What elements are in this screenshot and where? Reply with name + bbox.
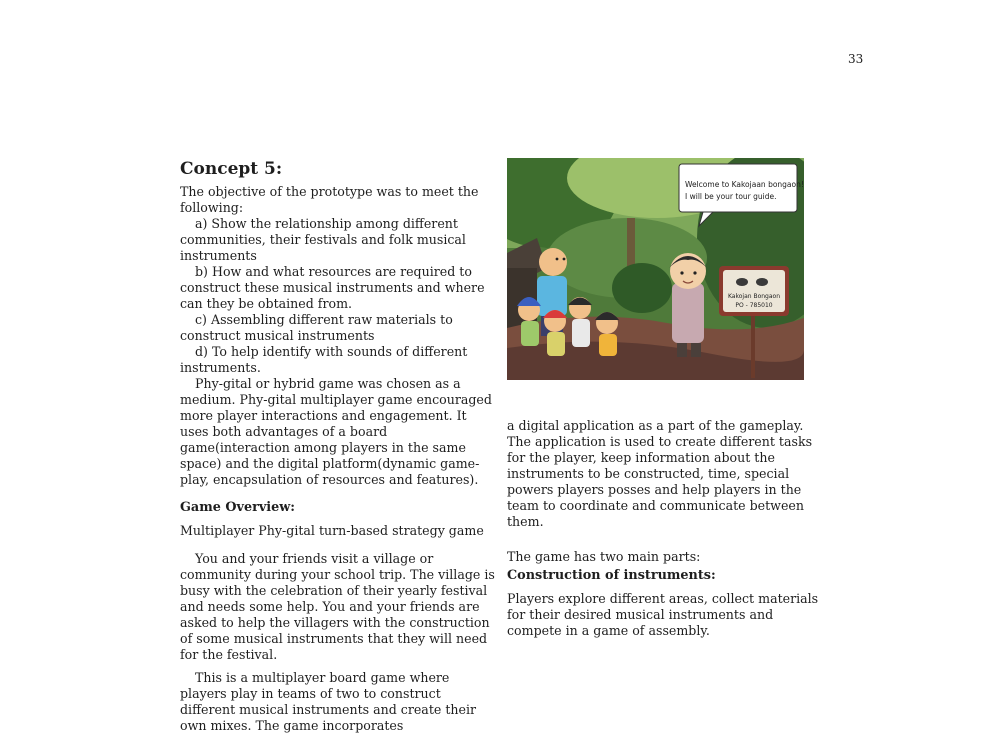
page-number: 33 (848, 52, 864, 66)
objective-b: b) How and what resources are required to construct these musical instruments and where can they be obtained from. (180, 264, 485, 311)
construction-heading: Construction of instruments: (507, 568, 716, 583)
story-paragraph: You and your friends visit a village or community during your school trip. The village is busy with the celebration of their yearly festival and needs some help. You and your friends are asked to help the villagers with the construction of some musical instruments that they will need for the festival. (180, 551, 495, 662)
objective-intro: The objective of the prototype was to meet the following: (180, 184, 479, 215)
game-overview-heading: Game Overview: (180, 500, 296, 515)
speech-text-line1: Welcome to Kakojaan bongaon! (685, 180, 804, 189)
right-column (507, 418, 825, 639)
objective-d: d) To help identify with sounds of different instruments. (180, 344, 468, 375)
concept-heading: Concept 5: (180, 159, 283, 179)
game-overview-text: Multiplayer Phy-gital turn-based strategy game (180, 523, 484, 538)
objective-a: a) Show the relationship among different communities, their festivals and folk musical instruments (180, 216, 466, 263)
construction-text: Players explore different areas, collect materials for their desired musical instruments and compete in a game of assembly. (507, 591, 819, 638)
objective-c: c) Assembling different raw materials to construct musical instruments (180, 312, 453, 343)
speech-text-line2: I will be your tour guide. (685, 192, 777, 201)
medium-paragraph: Phy-gital or hybrid game was chosen as a medium. Phy-gital multiplayer game encouraged more player interactions and engagement. It uses both advantages of a board game(interaction among players in the same space) and the digital platform(dynamic game-play, encapsulation of resources and features). (180, 376, 492, 487)
board-game-paragraph: This is a multiplayer board game where players play in teams of two to construct different musical instruments and create their own mixes. The game incorporates (180, 670, 477, 733)
game-illustration (507, 158, 804, 380)
parts-intro: The game has two main parts: (507, 549, 701, 564)
sign-text-line2: PO - 785010 (735, 302, 773, 309)
left-column (180, 158, 498, 734)
board-game-paragraph-continued: a digital application as a part of the gameplay. The application is used to create different tasks for the player, keep information about the instruments to be constructed, time, special powers players posses and help players in the team to coordinate and communicate between them. (507, 418, 813, 529)
sign-text-line1: Kakojan Bongaon (727, 293, 781, 300)
